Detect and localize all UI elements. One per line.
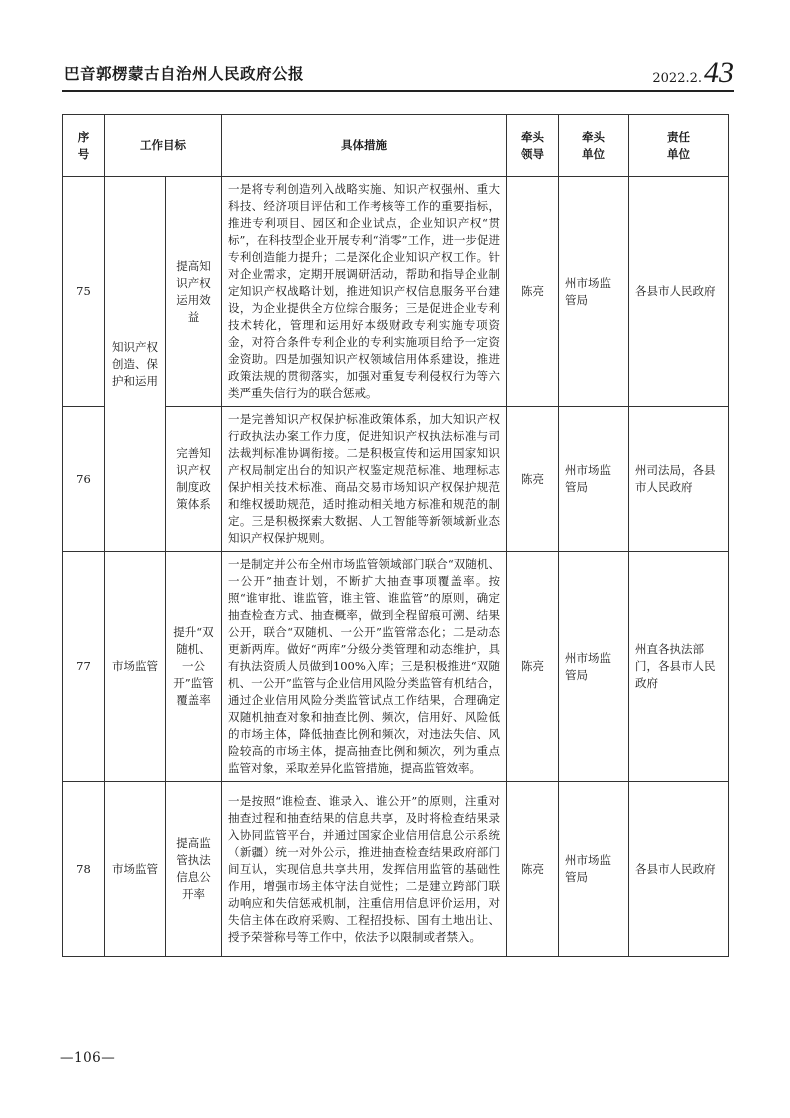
row-number: 76	[63, 407, 105, 552]
issue-label	[652, 58, 734, 88]
measures-text: 一是完善知识产权保护标准政策体系，加大知识产权行政执法办案工作力度，促进知识产权执法标准与司法裁判标准协调衔接。二是积极宣传和运用国家知识产权局制定出台的知识产权鉴定规范标准、地理标志保护相关技术标准、商品交易市场知识产权保护规范和维权援助规范，适时推动相关地方标准和规范的制定。三是积极探索大数据、人工智能等新领域新业态知识产权保护规则。	[222, 407, 507, 552]
col-header-seq: 序 号	[63, 115, 105, 177]
sub-goal: 提高知识产权运用效益	[166, 177, 222, 407]
header-rule	[62, 90, 734, 92]
row-number: 78	[63, 782, 105, 957]
sub-goal: 提升“双随机、一公开”监管覆盖率	[166, 552, 222, 782]
lead-leader: 陈亮	[507, 552, 559, 782]
measures-text: 一是制定并公布全州市场监管领域部门联合“双随机、一公开”抽查计划，不断扩大抽查事项覆盖率。按照“谁审批、谁监管，谁主管、谁监管”的原则，确定抽查检查方式、抽查概率，做到全程留痕可溯、结果公开，联合“双随机、一公开”监管常态化；二是动态更新两库。做好“两库”分级分类管理和动态维护，具有执法资质人员做到100%入库；三是积极推进“双随机、一公开”监管与企业信用风险分类监管有机结合，通过企业信用风险分类监管试点工作结果，合理确定双随机抽查对象和抽查比例、频次，信用好、风险低的市场主体，降低抽查比例和频次，对违法失信、风险较高的市场主体，提高抽查比例和频次，列为重点监管对象，采取差异化监管措施，提高监管效率。	[222, 552, 507, 782]
page-number: —106—	[60, 1050, 116, 1066]
measures-text: 一是将专利创造列入战略实施、知识产权强州、重大科技、经济项目评估和工作考核等工作的重要指标，推进专利项目、园区和企业试点，企业知识产权“贯标”，在科技型企业开展专利“消零”工作，进一步促进专利创造能力提升；二是深化企业知识产权工作。针对企业需求，定期开展调研活动，帮助和指导企业制定知识产权战略计划，推进知识产权信息服务平台建设，为企业提供全方位综合服务；三是促进企业专利技术转化，管理和运用好本级财政专利实施专项资金，对符合条件专利企业的专利实施项目给予一定资金资助。四是加强知识产权领域信用体系建设，推进政策法规的贯彻落实，加强对重复专利侵权行为等六类严重失信行为的联合惩戒。	[222, 177, 507, 407]
work-goal: 市场监管	[105, 782, 166, 957]
col-header-goal: 工作目标	[105, 115, 222, 177]
publication-title: 巴音郭楞蒙古自治州人民政府公报	[64, 65, 305, 83]
page-header	[56, 58, 734, 90]
lead-unit: 州市场监管局	[559, 177, 629, 407]
lead-leader: 陈亮	[507, 407, 559, 552]
responsible-unit: 州直各执法部门，各县市人民政府	[629, 552, 729, 782]
table-row	[63, 177, 729, 407]
row-number: 77	[63, 552, 105, 782]
responsible-unit: 州司法局，各县市人民政府	[629, 407, 729, 552]
table-row	[63, 782, 729, 957]
sub-goal: 完善知识产权制度政策体系	[166, 407, 222, 552]
lead-leader: 陈亮	[507, 782, 559, 957]
measures-text: 一是按照“谁检查、谁录入、谁公开”的原则，注重对抽查过程和抽查结果的信息共享，及时将检查结果录入协同监管平台，并通过国家企业信用信息公示系统（新疆）统一对外公示，推进抽查检查结果政府部门间互认，实现信息共享共用，发挥信用监管的基础性作用，增强市场主体守法自觉性；二是建立跨部门联动响应和失信惩戒机制，注重信用信息评价运用，对失信主体在政府采购、工程招投标、国有土地出让、授予荣誉称号等工作中，依法予以限制或者禁入。	[222, 782, 507, 957]
col-header-resp-unit: 责任 单位	[629, 115, 729, 177]
lead-unit: 州市场监管局	[559, 782, 629, 957]
lead-unit: 州市场监管局	[559, 407, 629, 552]
col-header-measures: 具体措施	[222, 115, 507, 177]
table-header-row	[63, 115, 729, 177]
lead-leader: 陈亮	[507, 177, 559, 407]
sub-goal: 提高监管执法信息公开率	[166, 782, 222, 957]
issue-number: 43	[704, 56, 734, 89]
col-header-lead-unit: 牵头 单位	[559, 115, 629, 177]
work-goal: 知识产权创造、保护和运用	[105, 177, 166, 552]
issue-date: 2022.2.	[652, 71, 702, 86]
measures-table	[62, 114, 729, 957]
work-goal: 市场监管	[105, 552, 166, 782]
responsible-unit: 各县市人民政府	[629, 177, 729, 407]
lead-unit: 州市场监管局	[559, 552, 629, 782]
row-number: 75	[63, 177, 105, 407]
col-header-lead-leader: 牵头 领导	[507, 115, 559, 177]
responsible-unit: 各县市人民政府	[629, 782, 729, 957]
table-row	[63, 552, 729, 782]
